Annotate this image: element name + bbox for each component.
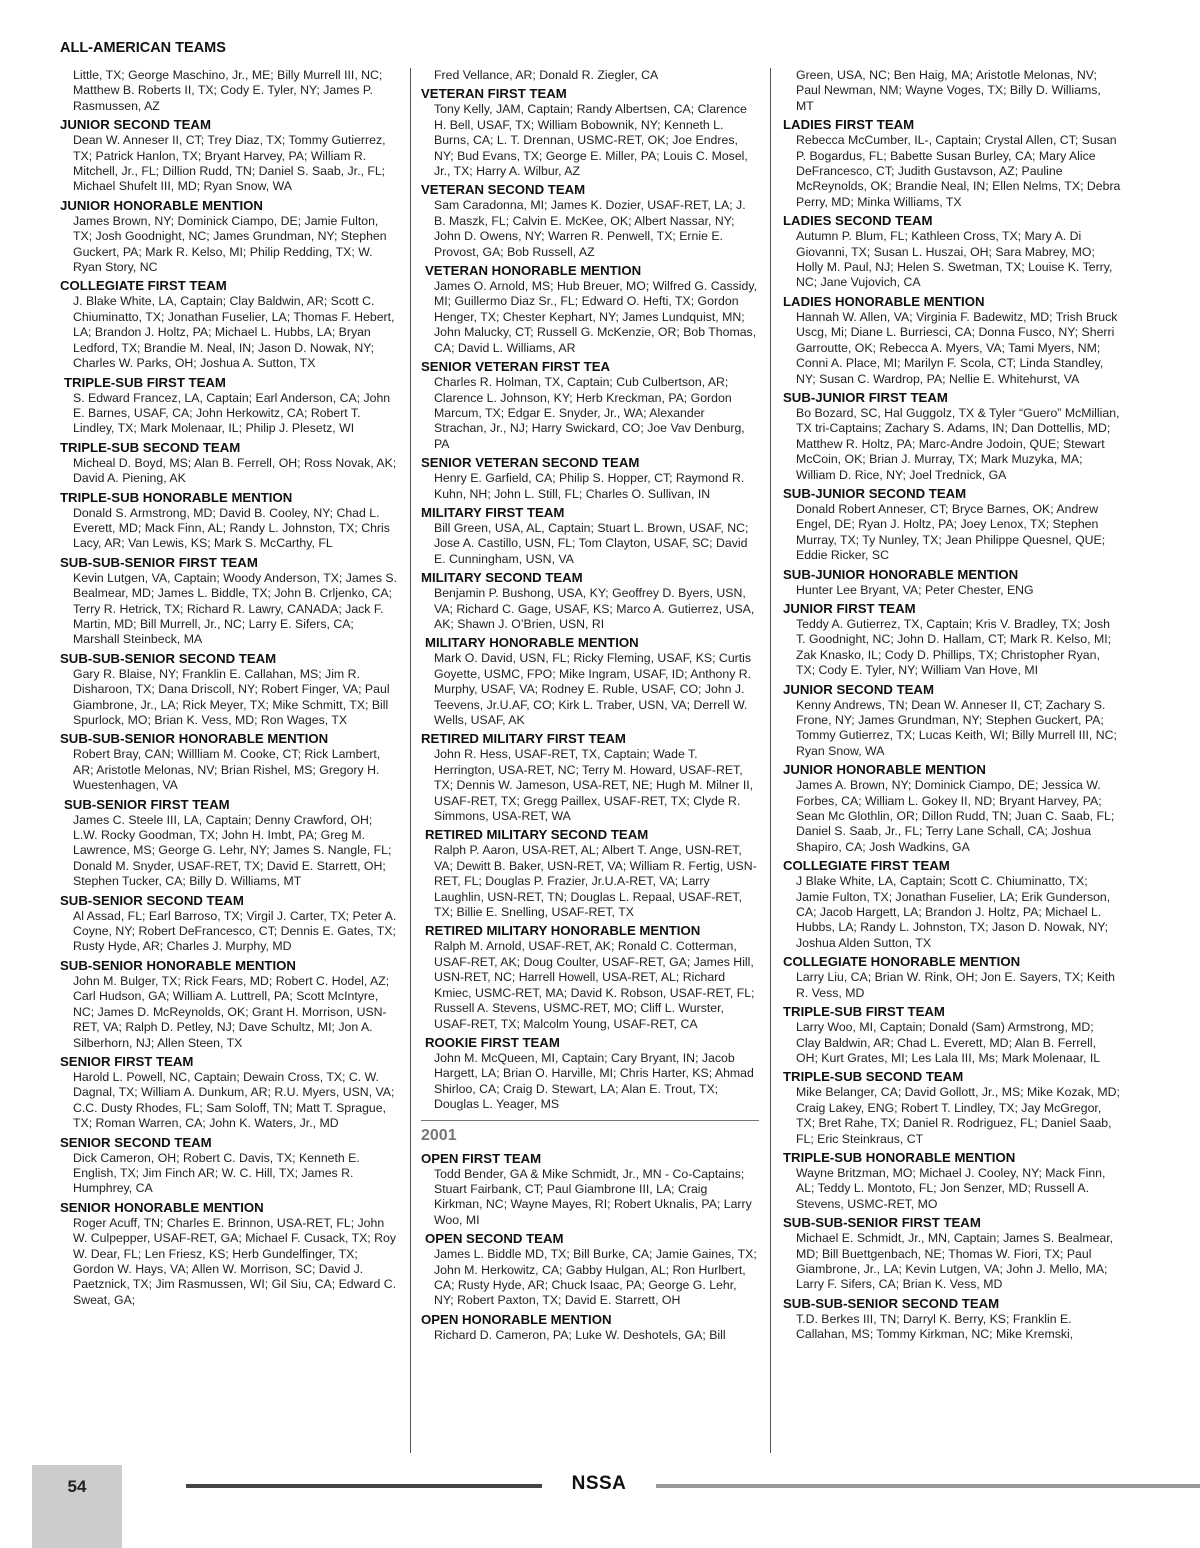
team-heading: OPEN SECOND TEAM [425,1231,564,1247]
team-section [60,68,398,114]
team-members: James L. Biddle MD, TX; Bill Burke, CA; Jamie Gaines, TX; John M. Herkowitz, CA; Gabby Hulgan, AL; Ron Hurlbert, CA; Rusty Hyde, AR; Chuck Isaac, PA; George G. Lehr, NY; Robert Paxton, TX; David E. Starrett, OH [434,1247,757,1308]
team-heading: SENIOR SECOND TEAM [60,1134,212,1150]
team-section [783,294,1121,387]
team-members: James C. Steele III, LA, Captain; Denny Crawford, OH; L.W. Rocky Goodman, TX; John H. Imbt, PA; Greg M. Lawrence, MS; George G. Lehr, NY; James S. Nangle, FL; Donald M. Snyder, USAF-RET, TX; David E. Starrett, OH; Stephen Tucker, CA; Billy D. Williams, MT [73,812,392,889]
team-section [783,1069,1121,1147]
team-members: Charles R. Holman, TX, Captain; Cub Culbertson, AR; Clarence L. Johnson, KY; Herb Kreckman, PA; Gordon Marcum, TX; Edgar E. Snyder, Jr., WA; Alexander Strachan, Jr., NJ; Harry Swickard, CO; Joe Vav Denburg, PA [434,375,745,451]
team-section [421,1312,759,1343]
team-members: Richard D. Cameron, PA; Luke W. Deshotels, GA; Bill [434,1327,726,1342]
footer-brand: NSSA [571,1473,627,1494]
team-members: T.D. Berkes III, TN; Darryl K. Berry, KS; Franklin E. Callahan, MS; Tommy Kirkman, NC; Mike Kremski, [796,1311,1074,1342]
team-members: Larry Woo, MI, Captain; Donald (Sam) Armstrong, MD; Clay Baldwin, AR; Chad L. Everett, MD; Alan B. Ferrell, OH; Kurt Grates, MI; Les Lala III, Ms; Mark Molenaar, IL [796,1020,1101,1065]
team-heading: SUB-SENIOR HONORABLE MENTION [60,957,296,973]
column-divider [410,68,411,1453]
team-section [421,731,759,824]
team-heading: SUB-JUNIOR HONORABLE MENTION [783,566,1019,582]
team-heading: LADIES FIRST TEAM [783,117,915,133]
team-members: James O. Arnold, MS; Hub Breuer, MO; Wilfred G. Cassidy, MI; Guillermo Diaz Sr., FL; Edward O. Hefti, TX; Gordon Henger, TX; Chester Kephart, NY; James Lundquist, MN; John Malucky, CT; Russell G. McKenzie, OR; Bob Thomas, CA; David L. Williams, AR [434,279,758,355]
team-section [421,359,759,452]
team-members: Mark O. David, USN, FL; Ricky Fleming, USAF, KS; Curtis Goyette, USMC, FPO; Mike Ingram, USAF, ID; Anthony R. Murphy, USAF, VA; Rodney E. Ruble, USAF, CO; John J. Teevens, Jr.U.AF, CO; Kirk L. Traber, USN, VA; Derrell W. Wells, USAF, AK [434,651,752,727]
team-heading: JUNIOR SECOND TEAM [783,681,934,697]
team-section [421,182,759,260]
team-section [60,958,398,1051]
team-heading: SUB-SENIOR FIRST TEAM [64,796,230,812]
team-heading: LADIES SECOND TEAM [783,213,933,229]
team-heading: OPEN HONORABLE MENTION [421,1311,612,1327]
team-section [421,263,759,356]
team-section [783,390,1121,483]
team-members: S. Edward Francez, LA, Captain; Earl Anderson, CA; John E. Barnes, USAF, CA; John Herkowitz, CA; Robert T. Lindley, TX; Mark Molenaar, IL; Philip J. Plesetz, WI [73,390,391,436]
team-members: Gary R. Blaise, NY; Franklin E. Callahan, MS; Jim R. Disharoon, TX; Dana Driscoll, NY; Robert Finger, VA; Paul Giambrone, Jr., LA; Rick Meyer, TX; Mike Schmitt, TX; Bill Spurlock, MO; Brian K. Vess, MD; Ron Wages, TX [73,666,390,727]
team-members: Bo Bozard, SC, Hal Guggolz, TX & Tyler “Guero” McMillian, TX tri-Captains; Zachary S. Adams, IN; Dan Dottellis, MD; Matthew R. Holtz, PA; Marc-Andre Jodoin, QUE; Stewart McCoin, OK; Brian J. Murray, TX; Mark Muzyka, MA; William D. Rice, NY; Joel Trednick, GA [796,405,1120,482]
team-heading: LADIES HONORABLE MENTION [783,293,985,309]
team-section [783,213,1121,291]
team-section [60,797,398,890]
team-section [783,858,1121,951]
team-members: Kenny Andrews, TN; Dean W. Anneser II, CT; Zachary S. Frone, NY; James Grundman, NY; Stephen Guckert, PA; Tommy Gutierrez, TX; Lucas Keith, WI; Billy Murrell III, NC; Ryan Snow, WA [796,697,1117,758]
team-heading: SUB-SUB-SENIOR SECOND TEAM [783,1295,1000,1311]
team-members: John M. Bulger, TX; Rick Fears, MD; Robert C. Hodel, AZ; Carl Hudson, GA; William A. Luttrell, PA; Scott McIntyre, NC; James D. McReynolds, OK; Grant H. Morrison, USN-RET, VA; Ralph D. Petley, NJ; Dave Schultz, MI; Jon A. Silberhorn, NJ; Allen Steen, TX [73,973,390,1050]
team-heading: VETERAN HONORABLE MENTION [425,263,642,279]
team-members: Henry E. Garfield, CA; Philip S. Hopper, CT; Raymond R. Kuhn, NH; John L. Still, FL; Charles O. Sullivan, IN [434,471,745,501]
team-section [60,651,398,729]
team-heading: COLLEGIATE FIRST TEAM [60,278,227,294]
team-heading: JUNIOR SECOND TEAM [60,117,211,133]
team-heading: VETERAN FIRST TEAM [421,86,567,102]
team-members: Michael E. Schmidt, Jr., MN, Captain; James S. Bealmear, MD; Bill Buettgenbach, NE; Thomas W. Fiori, TX; Paul Giambrone, Jr., LA; Kevin Lutgen, VA; John J. Mello, MA; Larry F. Sifers, CA; Brian K. Vess, MD [796,1231,1114,1292]
team-members: Roger Acuff, TN; Charles E. Brinnon, USA-RET, FL; John W. Culpepper, USAF-RET, GA; Michael F. Cusack, TX; Roy W. Dear, FL; Len Friesz, KS; Herb Gundelfinger, TX; Gordon W. Hays, VA; Allen W. Morrison, SC; David J. Paetznick, TX; Jim Rasmussen, WI; Gil Siu, CA; Edward C. Sweat, GA; [73,1215,397,1307]
team-section [783,954,1121,1001]
team-section [783,1150,1121,1212]
team-members: Ralph M. Arnold, USAF-RET, AK; Ronald C. Cotterman, USAF-RET, AK; Doug Coulter, USAF-RET, GA; James Hill, USN-RET, NC; Harrell Howell, USA-RET, AL; Richard Kmiec, USMC-RET, MA; David K. Robson, USAF-RET, FL; Russell A. Stevens, USMC-RET, MO; Cliff L. Wurster, USAF-RET, TX; Malcolm Young, USAF-RET, CA [434,939,755,1031]
team-section [60,440,398,487]
team-heading: MILITARY SECOND TEAM [421,570,583,586]
team-members: James A. Brown, NY; Dominick Ciampo, DE; Jessica W. Forbes, CA; William L. Gokey II, ND; Bryant Harvey, PA; Sean Mc Glothlin, OR; Dillon Rudd, TN; Juan C. Saab, FL; Daniel S. Saab, Jr., FL; Terry Lane Schall, CA; Joshua Shapiro, CA; Josh Wadkins, GA [796,778,1115,854]
team-members: Fred Vellance, AR; Donald R. Ziegler, CA [434,68,659,82]
team-heading: COLLEGIATE FIRST TEAM [783,858,950,874]
column-3 [783,68,1121,1346]
team-members: Mike Belanger, CA; David Gollott, Jr., MS; Mike Kozak, MD; Craig Lakey, ENG; Robert T. Lindley, TX; Jay McGregor, TX; Bret Rahe, TX; Daniel R. Rodriguez, FL; Daniel Saab, FL; Eric Steinkraus, CT [796,1085,1120,1146]
page-title: ALL-AMERICAN TEAMS [60,40,226,56]
team-heading: TRIPLE-SUB SECOND TEAM [60,439,241,455]
team-section [421,1035,759,1113]
team-heading: MILITARY FIRST TEAM [421,504,565,520]
team-heading: OPEN FIRST TEAM [421,1150,542,1166]
year-divider [421,1120,759,1121]
team-members: Ralph P. Aaron, USA-RET, AL; Albert T. Ange, USN-RET, VA; Dewitt B. Baker, USN-RET, VA; William R. Fertig, USN-RET, FL; Douglas P. Frazier, Jr.U.A-RET, VA; Larry Laughlin, USN-RET, TN; Douglas L. Repaal, USAF-RET, TX; Billie E. Snelling, USAF-RET, TX [434,843,757,920]
team-members: Green, USA, NC; Ben Haig, MA; Aristotle Melonas, NV; Paul Newman, NM; Wayne Voges, TX; Billy D. Williams, MT [796,68,1101,113]
team-section [60,1054,398,1132]
page-number: 54 [67,1477,87,1496]
team-section [421,923,759,1031]
team-section [421,570,759,632]
team-members: Hunter Lee Bryant, VA; Peter Chester, ENG [796,582,1034,597]
team-members: Todd Bender, GA & Mike Schmidt, Jr., MN - Co-Captains; Stuart Fairbank, CT; Paul Giambrone III, LA; Craig Kirkman, NC; Wayne Mayes, RI; Robert Uknalis, PA; Larry Woo, MI [434,1166,752,1227]
team-members: Tony Kelly, JAM, Captain; Randy Albertsen, CA; Clarence H. Bell, USAF, TX; William Bobownik, NY; Kenneth L. Burns, CA; L. T. Drennan, USMC-RET, OK; Joe Endres, NY; Bud Evans, TX; George E. Miller, PA; Louis C. Mosel, Jr., TX; Harry A. Wilbur, AZ [434,102,748,179]
team-section [783,486,1121,564]
team-members: John R. Hess, USAF-RET, TX, Captain; Wade T. Herrington, USA-RET, NC; Terry M. Howard, USAF-RET, TX; Dennis W. Jameson, USA-RET, NE; Hugh M. Milner II, USAF-RET, TX; Gregg Paillex, USAF-RET, TX; Clyde R. Simmons, USA-RET, WA [434,747,754,824]
team-heading: TRIPLE-SUB SECOND TEAM [783,1069,964,1085]
team-section [421,635,759,728]
team-section [421,1231,759,1309]
team-heading: SUB-JUNIOR SECOND TEAM [783,485,967,501]
team-section [60,731,398,793]
team-heading: JUNIOR HONORABLE MENTION [60,197,263,213]
team-members: Bill Green, USA, AL, Captain; Stuart L. Brown, USAF, NC; Jose A. Castillo, USN, FL; Tom Clayton, USAF, SC; David E. Cunningham, USN, VA [434,520,749,566]
team-members: John M. McQueen, MI, Captain; Cary Bryant, IN; Jacob Hargett, LA; Brian O. Harville, MI; Chris Harter, KS; Ahmad Shirloo, CA; Craig D. Stewart, LA; Alan E. Trout, TX; Douglas L. Yeager, MS [434,1050,754,1112]
team-heading: SUB-SUB-SENIOR FIRST TEAM [60,554,258,570]
team-section [421,505,759,567]
team-heading: SUB-SUB-SENIOR HONORABLE MENTION [60,731,329,747]
team-heading: RETIRED MILITARY HONORABLE MENTION [425,923,701,939]
team-heading: SUB-SUB-SENIOR FIRST TEAM [783,1215,981,1231]
team-members: Al Assad, FL; Earl Barroso, TX; Virgil J. Carter, TX; Peter A. Coyne, NY; Robert DeFrancesco, CT; Dennis E. Gates, TX; Rusty Hyde, AR; Charles J. Murphy, MD [73,908,397,954]
team-members: Sam Caradonna, MI; James K. Dozier, USAF-RET, LA; J. B. Maszk, FL; Calvin E. McKee, OK; Albert Nassar, NY; John D. Owens, NY; Warren R. Penwell, TX; Ernie E. Provost, GA; Bob Russell, AZ [434,198,746,259]
team-members: Dean W. Anneser II, CT; Trey Diaz, TX; Tommy Gutierrez, TX; Patrick Hanlon, TX; Bryant Harvey, PA; William R. Mitchell, Jr., FL; Dillion Rudd, TN; Daniel S. Saab, Jr., FL; Michael Shufelt III, MD; Ryan Snow, WA [73,133,386,194]
team-section [60,375,398,437]
team-heading: SUB-SUB-SENIOR SECOND TEAM [60,650,277,666]
team-section [60,490,398,552]
team-heading: SUB-SENIOR SECOND TEAM [60,892,244,908]
team-heading: JUNIOR FIRST TEAM [783,600,916,616]
team-members: Little, TX; George Maschino, Jr., ME; Billy Murrell III, NC; Matthew B. Roberts II, TX; Cody E. Tyler, NY; James P. Rasmussen, AZ [73,68,383,113]
team-heading: ROOKIE FIRST TEAM [425,1034,560,1050]
team-heading: JUNIOR HONORABLE MENTION [783,762,986,778]
team-section [421,1151,759,1229]
team-heading: RETIRED MILITARY FIRST TEAM [421,731,626,747]
team-members: Rebecca McCumber, IL-, Captain; Crystal Allen, CT; Susan P. Bogardus, FL; Babette Susan Burley, CA; Mary Alice DeFrancesco, CT; Judith Gustavson, AZ; Pauline McReynolds, OK; Brandie Neal, IN; Ellen Nelms, TX; Debra Perry, MD; Minka Williams, TX [796,133,1121,209]
team-members: Hannah W. Allen, VA; Virginia F. Badewitz, MD; Trish Bruck Uscg, Mi; Diane L. Burriesci, CA; Donna Fusco, NY; Sherri Garroutte, OK; Rebecca A. Myers, VA; Tami Myers, NM; Conni A. Place, MI; Marilyn F. Scola, CT; Linda Standley, NY; Susan C. Wardrop, PA; Nellie E. Whitehurst, VA [796,309,1118,386]
year-heading: 2001 [421,1126,457,1144]
team-section [783,567,1121,598]
team-members: J. Blake White, LA, Captain; Clay Baldwin, AR; Scott C. Chiuminatto, TX; Jonathan Fuselier, LA; Thomas F. Hebert, LA; Brandon J. Holtz, PA; Michael L. Hubbs, LA; Bryan Ledford, TX; Brandie M. Neal, IN; Jason D. Nowak, NY; Charles W. Parks, OH; Joshua A. Sutton, TX [73,294,395,371]
column-divider [770,68,771,1453]
team-heading: SENIOR VETERAN FIRST TEA [421,359,611,375]
team-members: Wayne Britzman, MO; Michael J. Cooley, NY; Mack Finn, AL; Teddy L. Montoto, FL; Jon Senzer, MD; Russell A. Stevens, USMC-RET, MO [796,1165,1106,1211]
team-members: Benjamin P. Bushong, USA, KY; Geoffrey D. Byers, USN, VA; Richard C. Gage, USAF, KS; Marco A. Gutierrez, USA, AK; Shawn J. O’Brien, USN, RI [434,586,755,631]
team-section [783,762,1121,855]
team-heading: SENIOR FIRST TEAM [60,1053,194,1069]
team-heading: TRIPLE-SUB HONORABLE MENTION [60,489,293,505]
team-members: Larry Liu, CA; Brian W. Rink, OH; Jon E. Sayers, TX; Keith R. Vess, MD [796,970,1115,1000]
team-section [783,682,1121,760]
team-heading: RETIRED MILITARY SECOND TEAM [425,827,649,843]
team-members: Robert Bray, CAN; Willliam M. Cooke, CT; Rick Lambert, AR; Aristotle Melonas, NV; Brian Rishel, MS; Gregory H. Wuestenhagen, VA [73,747,381,793]
team-section [783,1215,1121,1293]
team-section [783,601,1121,679]
team-members: Kevin Lutgen, VA, Captain; Woody Anderson, TX; James S. Bealmear, MD; James L. Biddle, TX; John B. Crljenko, CA; Terry R. Hetrick, TX; Richard R. Lawry, CANADA; Jack F. Martin, MD; Bill Murrell, Jr., NC; Larry E. Sifers, CA; Marshall Steinbeck, MA [73,570,397,647]
team-members: Autumn P. Blum, FL; Kathleen Cross, TX; Mary A. Di Giovanni, TX; Susan L. Huszai, OH; Sara Mabrey, MO; Holly M. Paul, NJ; Helen S. Swetman, TX; Louise K. Terry, NC; Jane Vujovich, CA [796,229,1113,290]
team-heading: TRIPLE-SUB HONORABLE MENTION [783,1149,1016,1165]
team-heading: VETERAN SECOND TEAM [421,182,586,198]
team-section [60,555,398,648]
page-number-box [32,1465,122,1548]
team-members: James Brown, NY; Dominick Ciampo, DE; Jamie Fulton, TX; Josh Goodnight, NC; James Grundman, NY; Stephen Guckert, PA; Mark R. Kelso, MI; Philip Redding, TX; W. Ryan Story, NC [73,213,387,275]
team-members: Micheal D. Boyd, MS; Alan B. Ferrell, OH; Ross Novak, AK; David A. Piening, AK [73,455,397,486]
team-section [421,68,759,83]
team-section [421,827,759,920]
team-section [60,278,398,371]
team-heading: MILITARY HONORABLE MENTION [425,635,639,651]
team-section [60,198,398,276]
team-section [60,117,398,195]
team-members: J Blake White, LA, Captain; Scott C. Chiuminatto, TX; Jamie Fulton, TX; Jonathan Fuselier, LA; Erik Gunderson, CA; Jacob Hargett, LA; Brandon J. Holtz, PA; Michael L. Hubbs, LA; Randy L. Johnston, TX; Jason D. Nowak, NY; Joshua Alden Sutton, TX [796,874,1111,950]
team-section [783,117,1121,210]
team-section [783,1296,1121,1343]
footer-rule-left [186,1484,542,1488]
team-section [421,86,759,179]
team-heading: SUB-JUNIOR FIRST TEAM [783,389,948,405]
team-section [60,1200,398,1308]
team-section [60,1135,398,1197]
team-members: Teddy A. Gutierrez, TX, Captain; Kris V. Bradley, TX; Josh T. Goodnight, NC; John D. Hallam, CT; Mark R. Kelso, MI; Zak Knasko, IL; Cody D. Phillips, TX; Christopher Ryan, TX; Cody E. Tyler, NY; William Van Hove, MI [796,616,1112,678]
team-heading: SENIOR HONORABLE MENTION [60,1199,264,1215]
footer-rule-right [656,1484,1200,1488]
team-section [783,1004,1121,1066]
team-section [60,893,398,955]
team-heading: COLLEGIATE HONORABLE MENTION [783,954,1021,970]
team-members: Dick Cameron, OH; Robert C. Davis, TX; Kenneth E. English, TX; Jim Finch AR; W. C. Hill, TX; James R. Humphrey, CA [73,1150,360,1196]
column-1 [60,68,398,1311]
team-members: Donald S. Armstrong, MD; David B. Cooley, NY; Chad L. Everett, MD; Mack Finn, AL; Randy L. Johnston, TX; Chris Lacy, AR; Van Lewis, KS; Mark S. McCarthy, FL [73,505,390,551]
team-members: Donald Robert Anneser, CT; Bryce Barnes, OK; Andrew Engel, DE; Ryan J. Holtz, PA; Joey Lenox, TX; Stephen Murray, TX; Ty Nunley, TX; Jean Philippe Quesnel, QUE; Eddie Ricker, SC [796,501,1106,563]
team-members: Harold L. Powell, NC, Captain; Dewain Cross, TX; C. W. Dagnal, TX; William A. Dunkum, AR; R.U. Myers, USN, VA; C.C. Dusty Rhodes, FL; Sam Soloff, TN; Matt T. Sprague, TX; Roman Warren, CA; John K. Waters, Jr., MD [73,1069,395,1131]
team-heading: TRIPLE-SUB FIRST TEAM [783,1004,945,1020]
column-2 [421,68,759,1346]
team-section [421,455,759,502]
team-section [783,68,1121,114]
team-heading: SENIOR VETERAN SECOND TEAM [421,455,640,471]
team-heading: TRIPLE-SUB FIRST TEAM [64,374,226,390]
